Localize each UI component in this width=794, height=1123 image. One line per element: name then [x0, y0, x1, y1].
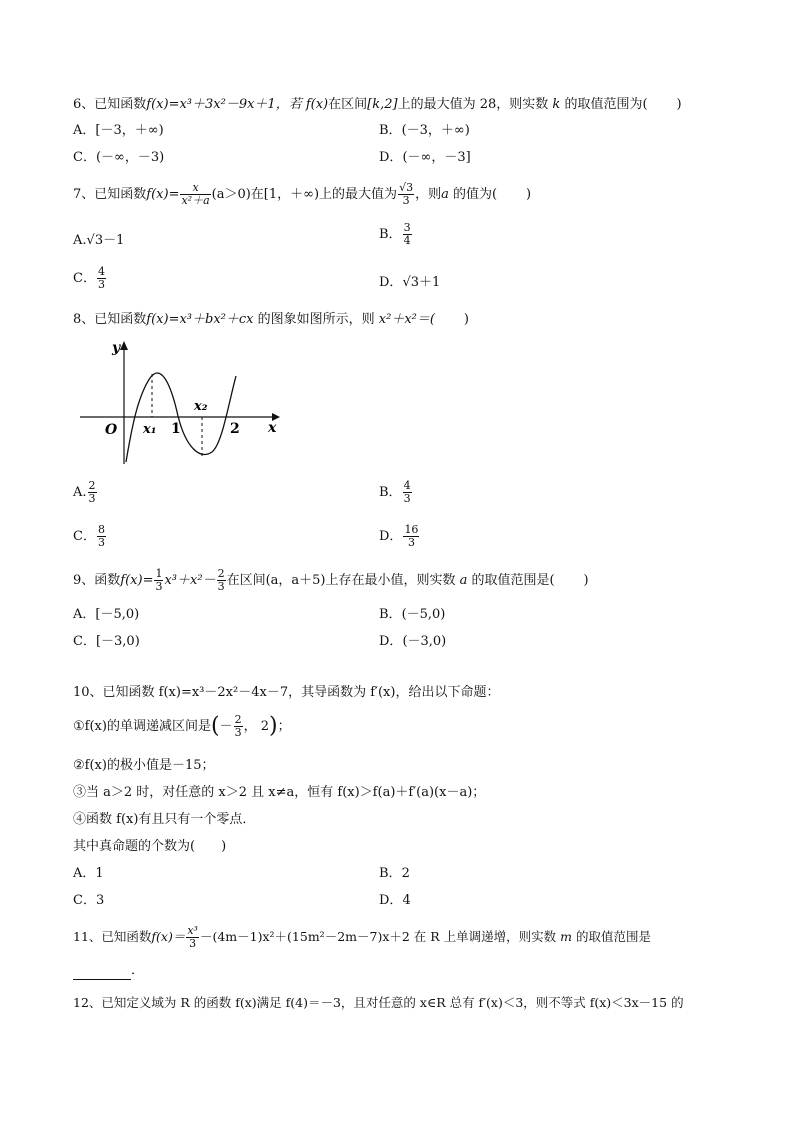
q10-option-c[interactable] [73, 892, 104, 910]
q9-option-c[interactable] [73, 633, 140, 651]
x2-label: x₂ [194, 399, 208, 414]
q8-stem-mid: 的图象如图所示，则 [257, 312, 375, 327]
option-den: 3 [97, 536, 105, 549]
q6-var-k: k [552, 97, 561, 112]
q10-p1-upper: ， 2 [243, 719, 269, 734]
q9-option-a[interactable] [73, 606, 139, 624]
option-num: 2 [88, 479, 96, 492]
q6-function: f(x)=x³＋3x²－9x＋1，若 f(x) [146, 97, 329, 112]
option-text: 3 [95, 893, 105, 908]
option-fraction [403, 222, 412, 247]
q10-option-d[interactable] [379, 892, 411, 910]
q11-function-lhs: f(x)＝ [151, 929, 186, 944]
option-num: 3 [403, 221, 411, 234]
option-text: 4 [402, 893, 411, 908]
option-text: [－5,0) [95, 607, 140, 622]
q8-function: f(x)=x³＋bx²＋cx [146, 312, 254, 327]
x1-label: x₁ [143, 422, 157, 437]
q7-option-d[interactable] [379, 274, 440, 292]
option-den: 4 [403, 234, 411, 247]
q6-stem-ask: 的取值范围为( [564, 97, 648, 112]
q7-frac-den: x²＋a [181, 194, 210, 207]
option-den: 3 [407, 536, 415, 549]
one-tick-label: 1 [171, 421, 181, 437]
q7-option-c[interactable] [73, 266, 107, 291]
option-label: D． [379, 529, 403, 544]
origin-label: O [105, 422, 118, 438]
q9-frac2-den: 3 [217, 580, 225, 593]
q8-expression: x²＋x²＝( [378, 312, 435, 327]
q11-stem-ask: 的取值范围是 [576, 929, 652, 944]
option-label: A． [73, 123, 96, 138]
q6-stem-max: 上的最大值为 28，则实数 [397, 97, 549, 112]
q6-option-b[interactable] [379, 122, 470, 140]
q11-frac-num: x³ [187, 924, 198, 937]
q6-option-a[interactable] [73, 122, 164, 140]
q6-stem [73, 96, 682, 114]
q10-p1-num: 2 [234, 713, 242, 726]
option-label: A． [73, 866, 96, 881]
option-label: A. [73, 233, 87, 248]
option-label: D． [379, 275, 403, 290]
q10-p1-text: ①f(x)的单调递减区间是 [73, 719, 211, 734]
q10-stem: 10、已知函数 f(x)=x³－2x²－4x－7，其导函数为 f′(x)，给出以下命题： [73, 685, 500, 700]
option-num: 4 [97, 265, 105, 278]
q9-option-d[interactable] [379, 633, 446, 651]
q7-condition: (a＞0)在[1，＋∞)上的最大值为 [211, 187, 398, 202]
option-den: 3 [88, 492, 96, 505]
q10-proposition-4: ④函数 f(x)有且只有一个零点． [73, 812, 256, 827]
q9-frac1 [154, 568, 163, 593]
q9-frac1-num: 1 [155, 567, 163, 580]
option-label: C． [73, 529, 96, 544]
q9-stem [73, 568, 589, 594]
q10-question: 其中真命题的个数为( ) [73, 839, 227, 854]
q8-option-c[interactable] [73, 524, 107, 549]
q9-stem-mid: 在区间(a，a＋5)上存在最小值，则实数 [226, 573, 456, 588]
q9-stem-prefix: 9、函数 [73, 573, 121, 588]
q9-var-a: a [459, 573, 468, 588]
q9-function-lhs: f(x)= [120, 573, 154, 588]
q7-frac-num: x [180, 182, 210, 195]
q6-stem-close: ) [676, 97, 682, 112]
option-label: A． [73, 607, 96, 622]
option-text: [－3,0) [95, 634, 140, 649]
q11-answer-blank[interactable] [73, 965, 131, 980]
q8-option-d[interactable] [379, 524, 420, 549]
q8-function-graph [76, 336, 286, 466]
option-label: C． [73, 893, 96, 908]
option-label: B． [379, 485, 402, 500]
option-text: (－3,0) [402, 634, 447, 649]
option-fraction [97, 266, 106, 291]
option-label: B． [379, 866, 402, 881]
option-label: A. [73, 485, 87, 500]
q6-stem-mid: 在区间 [328, 97, 368, 112]
q7-stem-then: ，则 [415, 187, 442, 202]
option-fraction [403, 524, 419, 549]
option-text: (－5,0) [401, 607, 446, 622]
option-text: (－∞，－3) [95, 150, 165, 165]
option-label: B． [379, 123, 402, 138]
q9-stem-ask: 的取值范围是( [471, 573, 555, 588]
q7-option-a[interactable] [73, 232, 124, 250]
option-text: 2 [401, 866, 410, 881]
option-text: √3＋1 [402, 275, 441, 290]
q11-stem [73, 922, 651, 952]
q10-proposition-3: ③当 a＞2 时，对任意的 x＞2 且 x≠a，恒有 f(x)＞f(a)＋f′(a)(x－a)； [73, 785, 486, 800]
option-text: √3－1 [86, 233, 125, 248]
option-text: (－∞，－3] [402, 150, 471, 165]
q6-interval: [k,2] [367, 97, 398, 112]
q8-option-b[interactable] [379, 480, 413, 505]
q10-p1-open-paren: ( [210, 713, 220, 739]
option-label: C． [73, 150, 96, 165]
q7-max-num: √3 [399, 181, 414, 194]
q11-stem-prefix: 11、已知函数 [73, 929, 152, 944]
y-axis-label: y [112, 340, 121, 356]
q11-fraction [186, 925, 199, 950]
q10-proposition-1 [73, 712, 291, 742]
q11-stem-mid: －(4m－1)x²＋(15m²－2m－7)x＋2 在 R 上单调递增，则实数 [199, 929, 557, 944]
q7-max-den: 3 [402, 194, 410, 207]
q9-option-b[interactable] [379, 606, 445, 624]
option-text: [－3，＋∞) [95, 123, 164, 138]
q11-var-m: m [560, 929, 573, 944]
q11-frac-den: 3 [189, 937, 197, 950]
option-label: C． [73, 271, 96, 286]
q9-stem-close: ) [583, 573, 589, 588]
y-axis-arrow-icon [120, 341, 128, 350]
option-fraction [97, 524, 106, 549]
q6-stem-prefix: 6、已知函数 [73, 97, 147, 112]
q7-stem-close: ) [526, 187, 532, 202]
option-label: B． [379, 607, 402, 622]
option-num: 16 [404, 523, 419, 536]
option-text: 1 [95, 866, 104, 881]
option-fraction [403, 480, 412, 505]
q10-p1-end: ； [277, 719, 291, 734]
q8-stem-close: ) [463, 312, 469, 327]
q10-option-a[interactable] [73, 865, 104, 883]
option-label: D． [379, 634, 403, 649]
option-den: 3 [403, 492, 411, 505]
q9-function-mid: x³＋x²－ [164, 573, 216, 588]
q7-var-a: a [441, 187, 449, 202]
option-den: 3 [97, 278, 105, 291]
q7-stem-ask: 的值为( [453, 187, 498, 202]
q8-option-a[interactable] [73, 480, 98, 505]
q7-stem [73, 180, 531, 210]
option-num: 8 [97, 523, 105, 536]
option-label: C． [73, 634, 96, 649]
q9-frac2 [217, 568, 226, 593]
q7-option-b[interactable] [379, 222, 413, 247]
q9-frac2-num: 2 [217, 567, 225, 580]
option-text: (－3，＋∞) [401, 123, 470, 138]
q10-p1-minus: － [219, 719, 233, 734]
q7-max-fraction [398, 182, 414, 207]
q6-option-c[interactable] [73, 149, 164, 167]
q10-p1-den: 3 [234, 726, 242, 739]
two-tick-label: 2 [230, 421, 240, 437]
q10-p1-close-paren: ) [268, 713, 278, 739]
q11-tail: ． [131, 963, 145, 978]
x-axis-label: x [268, 420, 277, 436]
option-fraction [88, 480, 97, 505]
q8-stem-prefix: 8、已知函数 [73, 312, 147, 327]
q7-function-lhs: f(x)= [146, 187, 180, 202]
q9-frac1-den: 3 [155, 580, 163, 593]
q12-stem: 12、已知定义域为 R 的函数 f(x)满足 f(4)＝－3，且对任意的 x∈R 总有 f′(x)＜3，则不等式 f(x)＜3x－15 的 [73, 995, 684, 1010]
q10-option-b[interactable] [379, 865, 410, 883]
q10-p1-fraction [234, 714, 243, 739]
q11-answer-line [73, 962, 144, 980]
option-label: D． [379, 150, 403, 165]
q8-stem [73, 311, 469, 329]
option-label: D． [379, 893, 403, 908]
option-num: 4 [403, 479, 411, 492]
q7-function-fraction [180, 182, 210, 207]
q7-stem-prefix: 7、已知函数 [73, 187, 147, 202]
option-label: B． [379, 227, 402, 242]
q6-option-d[interactable] [379, 149, 471, 167]
q10-proposition-2: ②f(x)的极小值是－15； [73, 758, 215, 773]
